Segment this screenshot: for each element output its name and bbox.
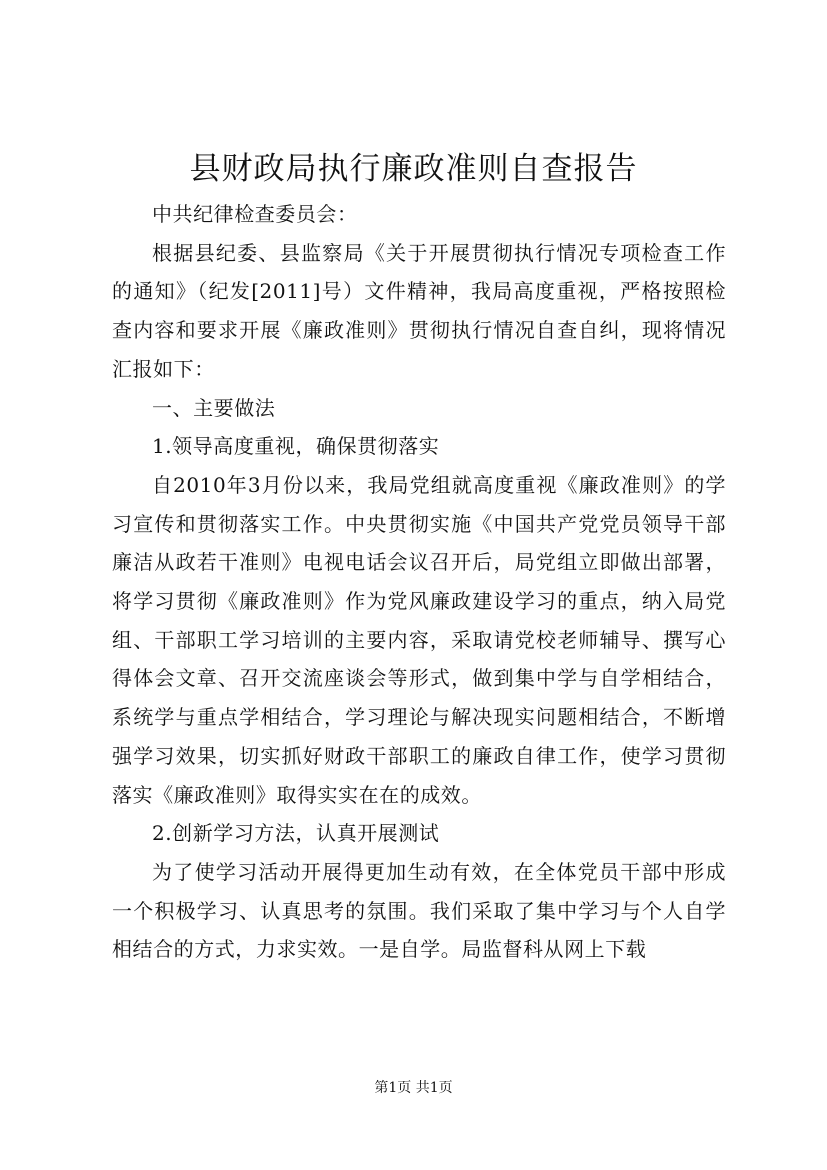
section-heading-main-practices: 一、主要做法 <box>152 395 276 420</box>
salutation: 中共纪律检查委员会： <box>152 202 358 226</box>
page-number-footer: 第1页 共1页 <box>374 1080 453 1096</box>
learning-methods-paragraph: 为了使学习活动开展得更加生动有效，在全体党员干部中形成一个积极学习、认真思考的氛围。我们采取了集中学习与个人自学相结合的方式，力求实效。一是自学。局监督科从网上下载 <box>112 859 726 962</box>
subheading-leadership: 1.领导高度重视，确保贯彻落实 <box>152 434 440 459</box>
leadership-paragraph: 自2010年3月份以来，我局党组就高度重视《廉政准则》的学习宣传和贯彻落实工作。中央贯彻实施《中国共产党党员领导干部廉洁从政若干准则》电视电话会议召开后，局党组立即做出部署，将学习贯彻《廉政准则》作为党风廉政建设学习的重点，纳入局党组、干部职工学习培训的主要内容，采取请党校老师辅导、撰写心得体会文章、召开交流座谈会等形式，做到集中学与自学相结合，系统学与重点学相结合，学习理论与解决现实问题相结合，不断增强学习效果，切实抓好财政干部职工的廉政自律工作，使学习贯彻落实《廉政准则》取得实实在在的成效。 <box>112 472 726 807</box>
document-body <box>112 195 726 969</box>
intro-paragraph: 根据县纪委、县监察局《关于开展贯彻执行情况专项检查工作的通知》（纪发[2011]号）文件精神，我局高度重视，严格按照检查内容和要求开展《廉政准则》贯彻执行情况自查自纠，现将情况汇报如下： <box>112 240 726 381</box>
subheading-learning-methods: 2.创新学习方法，认真开展测试 <box>152 821 440 846</box>
document-title: 县财政局执行廉政准则自查报告 <box>189 151 638 187</box>
